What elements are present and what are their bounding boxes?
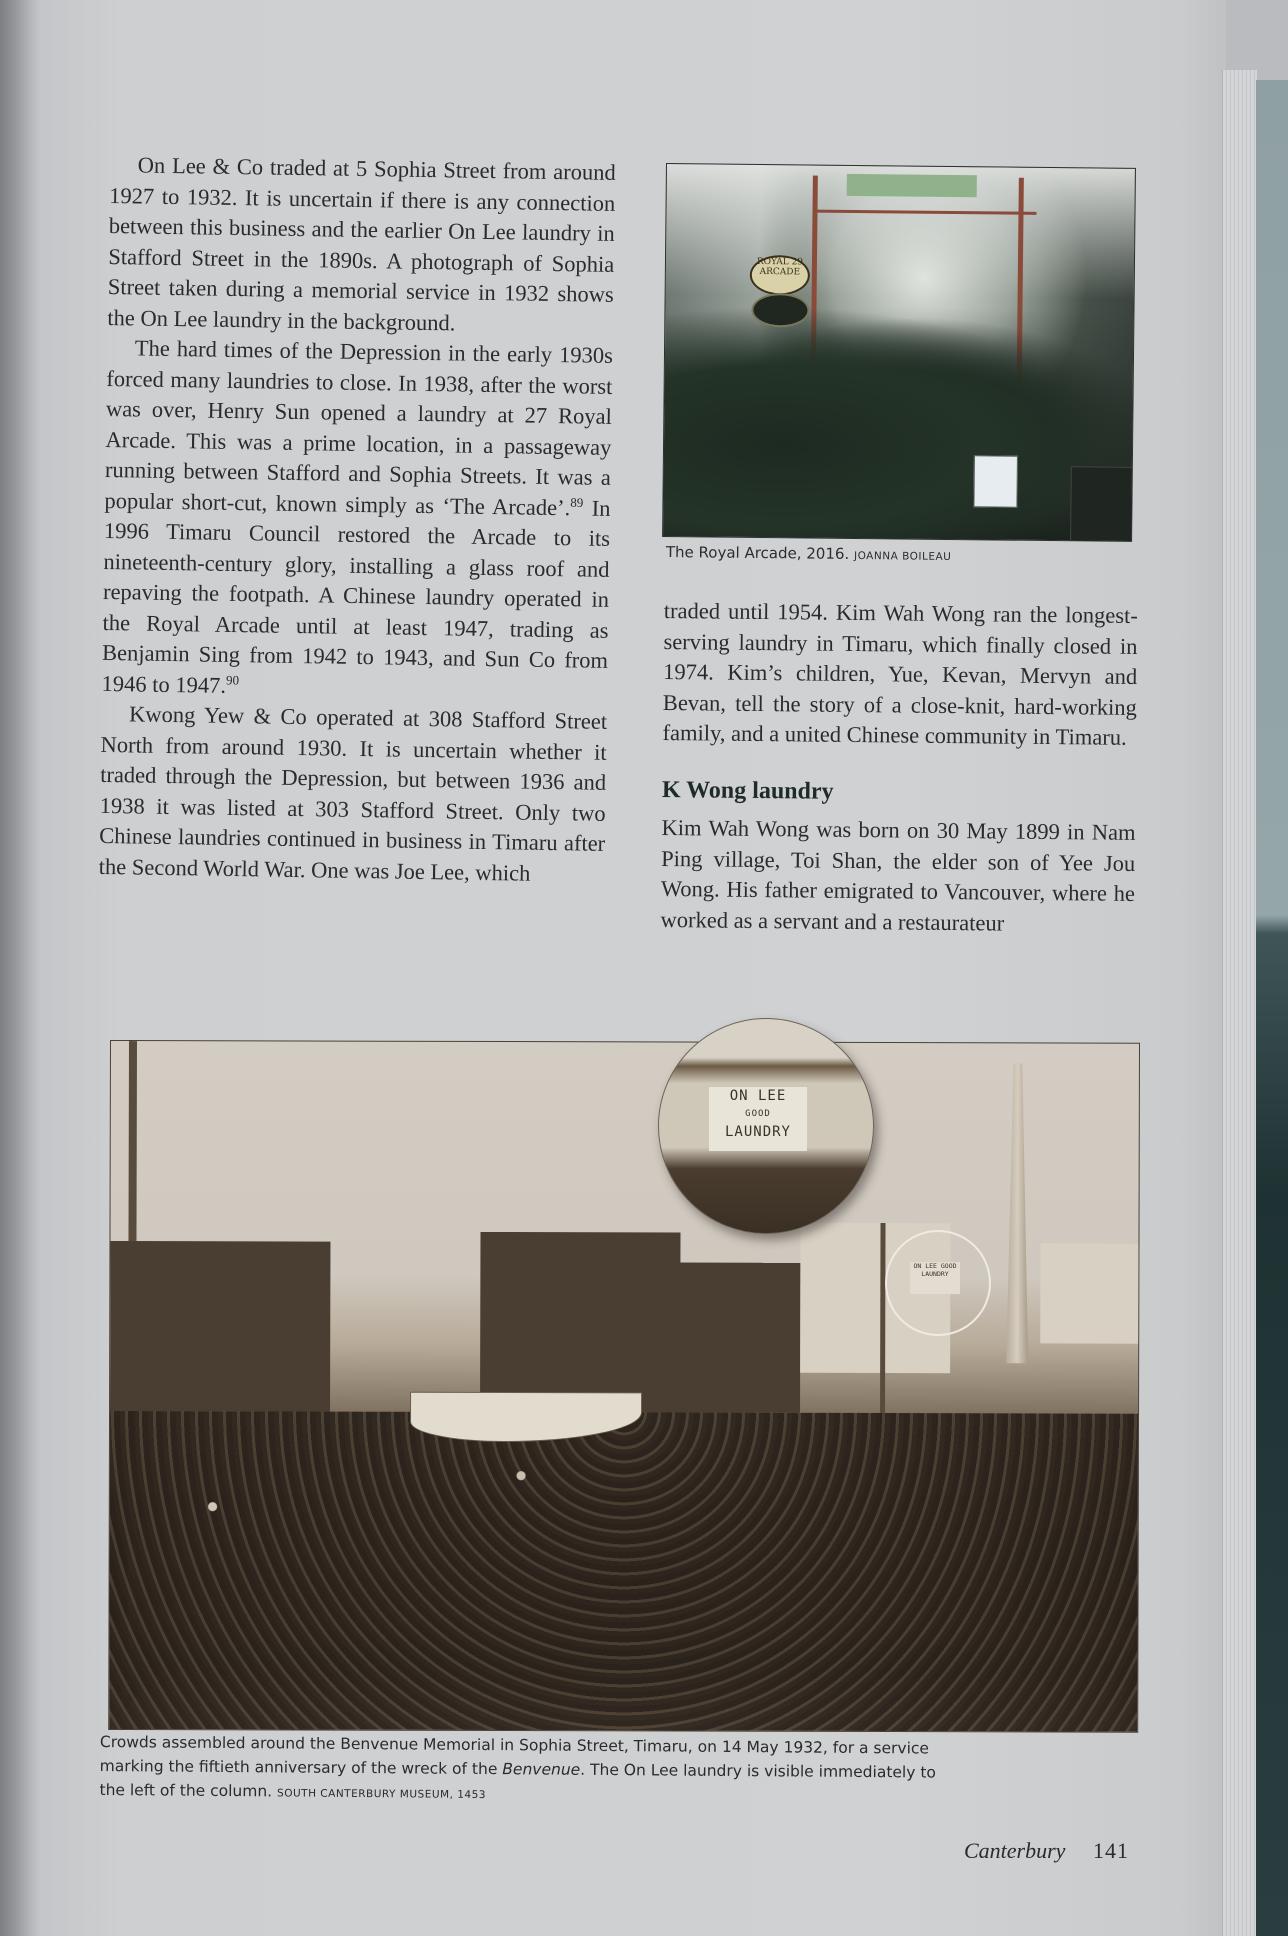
arcade-trees bbox=[663, 305, 1133, 541]
shop-sign bbox=[751, 293, 809, 328]
building bbox=[670, 1262, 800, 1412]
book-cover-edge bbox=[1256, 80, 1288, 1936]
memorial-caption: Crowds assembled around the Benvenue Memorial in Sophia Street, Timaru, on 14 May 1932, for a service marking the fiftieth anniversary of the wreck of the Benvenue. The On Lee laundry is visible immediately to the left of the column. SOUTH CANTERBURY MUSEUM, 1453 bbox=[99, 1732, 937, 1802]
paragraph-on-lee: On Lee & Co traded at 5 Sophia Street from around 1927 to 1932. It is uncertain if there is any connection between this business and the earlier On Lee laundry in Stafford Street in the 1890s. A photograph of Sophia Street taken during a memorial service in 1932 shows the On Lee laundry in the background. bbox=[107, 152, 616, 335]
paragraph-depression: The hard times of the Depression in the early 1930s forced many laundries to close. In 1938, after the worst was over, Henry Sun opened a laundry at 27 Royal Arcade. This was a prime location, in a passageway running between Stafford and Sophia Streets. It was a popular short-cut, known simply as ‘The Arcade’.$^{89}$ In 1996 Timaru Council restored the Arcade to its nineteenth-century glory, installing a glass roof and repaving the footpath. A Chinese laundry operated in the Royal Arcade until at least 1947, trading as Benjamin Sing from 1942 to 1943, and Sun Co from 1946 to 1947.90 bbox=[101, 335, 614, 698]
chalkboard bbox=[1070, 466, 1135, 542]
building bbox=[480, 1232, 680, 1413]
building bbox=[110, 1241, 330, 1412]
royal-arcade-photo bbox=[662, 163, 1136, 542]
memorial-credit: SOUTH CANTERBURY MUSEUM, 1453 bbox=[277, 1787, 487, 1802]
on-lee-laundry-inset bbox=[658, 1018, 874, 1234]
paragraph-kwong-yew: Kwong Yew & Co operated at 308 Stafford Street North from around 1930. It is uncertain whether it traded through the Depression, but between 1936 and 1938 it was listed at 303 Stafford Street. Only two Chinese laundries continued in business in Timaru after the Second World War. One was Joe Lee, which bbox=[98, 701, 608, 886]
running-head: Canterbury bbox=[964, 1838, 1066, 1863]
paragraph-kim-wah-wong: Kim Wah Wong was born on 30 May 1899 in Nam Ping village, Toi Shan, the elder son of Yee Jou Wong. His father emigrated to Vancouver, where he worked as a servant and a restaurateur bbox=[660, 814, 1136, 936]
footnote-ref-89: 89 bbox=[570, 494, 584, 510]
page-block-edge bbox=[1222, 70, 1257, 1936]
arcade-banner bbox=[847, 174, 977, 197]
arcade-credit: JOANNA BOILEAU bbox=[853, 549, 952, 563]
sandwich-board bbox=[973, 455, 1018, 507]
paragraph-continuation: traded until 1954. Kim Wah Wong ran the longest-serving laundry in Timaru, which finally closed in 1974. Kim’s children, Yue, Kevan, Mervyn and Bevan, tell the story of a close-knit, hard-working family, and a united Chinese community in Timaru. bbox=[662, 597, 1138, 750]
on-lee-sign-small: ON LEE GOOD LAUNDRY bbox=[910, 1262, 960, 1294]
page-footer bbox=[964, 1838, 1129, 1864]
royal-arcade-sign: ROYAL 29 ARCADE bbox=[750, 255, 810, 296]
ship-name: Benvenue bbox=[502, 1760, 581, 1779]
benvenue-memorial-column bbox=[1006, 1063, 1029, 1363]
page-number: 141 bbox=[1092, 1838, 1129, 1863]
building bbox=[1040, 1243, 1138, 1343]
left-text-column bbox=[99, 150, 616, 890]
arcade-caption: The Royal Arcade, 2016. JOANNA BOILEAU bbox=[665, 543, 952, 563]
crowd bbox=[109, 1411, 1138, 1732]
on-lee-laundry-sign: ON LEE GOOD LAUNDRY bbox=[709, 1087, 807, 1151]
right-text-column bbox=[660, 596, 1138, 940]
benvenue-memorial-photo bbox=[108, 1040, 1140, 1733]
section-heading: K Wong laundry bbox=[661, 776, 834, 805]
arcade-beam bbox=[816, 210, 1036, 215]
gutter-shadow bbox=[0, 0, 40, 1936]
footnote-ref-90: 90 bbox=[225, 671, 240, 688]
